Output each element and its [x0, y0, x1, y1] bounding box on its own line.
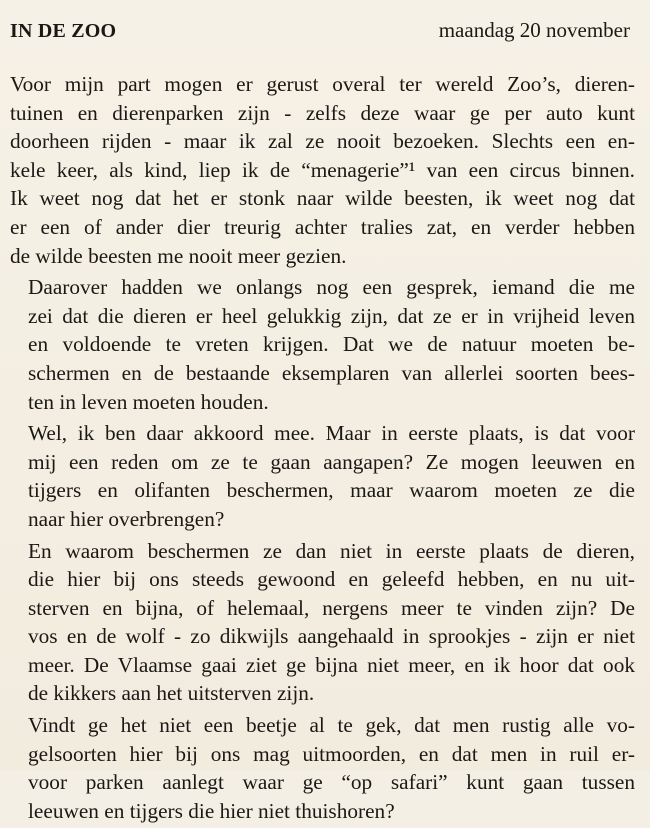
article-date: maandag 20 november [438, 18, 630, 42]
text-line: tuinen en dierenparken zijn - zelfs deze waar ge per auto kunt [10, 100, 635, 125]
text-line: En waarom beschermen ze dan niet in eerste plaats de dieren, [28, 538, 635, 563]
text-line: kele keer, als kind, liep ik de “menagerie”¹ van een circus binnen. [10, 157, 635, 182]
article-body [10, 70, 635, 828]
text-line: ten in leven moeten houden. [28, 389, 269, 414]
text-line: doorheen rijden - maar ik zal ze nooit bezoeken. Slechts een en- [10, 129, 635, 154]
text-line: mij een reden om ze te gaan aangapen? Ze mogen leeuwen en [28, 449, 635, 474]
text-line: meer. De Vlaamse gaai ziet ge bijna niet meer, en ik hoor dat ook [28, 652, 635, 677]
text-line: de kikkers aan het uitsterven zijn. [28, 681, 315, 706]
paragraph-5 [10, 711, 635, 825]
text-line: er een of ander dier treurig achter tralies zat, en verder hebben [10, 214, 635, 239]
text-line: naar hier overbrengen? [28, 506, 225, 531]
page-header [10, 18, 630, 46]
text-line: Daarover hadden we onlangs nog een gesprek, iemand die me [28, 275, 635, 300]
text-line: zei dat die dieren er heel gelukkig zijn, dat ze er in vrijheid leven [28, 303, 635, 328]
text-line: tijgers en olifanten beschermen, maar waarom moeten ze die [28, 478, 635, 503]
text-line: Vindt ge het niet een beetje al te gek, dat men rustig alle vo- [28, 713, 635, 738]
text-line: Voor mijn part mogen er gerust overal ter wereld Zoo’s, dieren- [10, 72, 635, 96]
paragraph-1 [10, 70, 635, 270]
text-line: Ik weet nog dat het er stonk naar wilde beesten, ik weet nog dat [10, 186, 635, 211]
text-line: Wel, ik ben daar akkoord mee. Maar in eerste plaats, is dat voor [28, 421, 635, 446]
article-title: IN DE ZOO [10, 20, 117, 42]
text-line: en voldoende te vreten krijgen. Dat we de natuur moeten be- [28, 332, 635, 357]
text-line: leeuwen en tijgers die hier niet thuishoren? [28, 798, 395, 823]
paragraph-4 [10, 537, 635, 709]
text-line: die hier bij ons steeds gewoond en geleefd hebben, en nu uit- [28, 567, 635, 592]
text-line: vos en de wolf - zo dikwijls aangehaald in sprookjes - zijn er niet [28, 624, 635, 649]
paragraph-3 [10, 419, 635, 533]
paragraph-2 [10, 273, 635, 416]
text-line: voor parken aanlegt waar ge “op safari” kunt gaan tussen [28, 770, 635, 795]
text-line: gelsoorten hier bij ons mag uitmoorden, en dat men in ruil er- [28, 741, 635, 766]
text-line: de wilde beesten me nooit meer gezien. [10, 243, 347, 268]
text-line: sterven en bijna, of helemaal, nergens meer te vinden zijn? De [28, 595, 635, 620]
text-line: schermen en de bestaande eksemplaren van allerlei soorten bees- [28, 360, 635, 385]
